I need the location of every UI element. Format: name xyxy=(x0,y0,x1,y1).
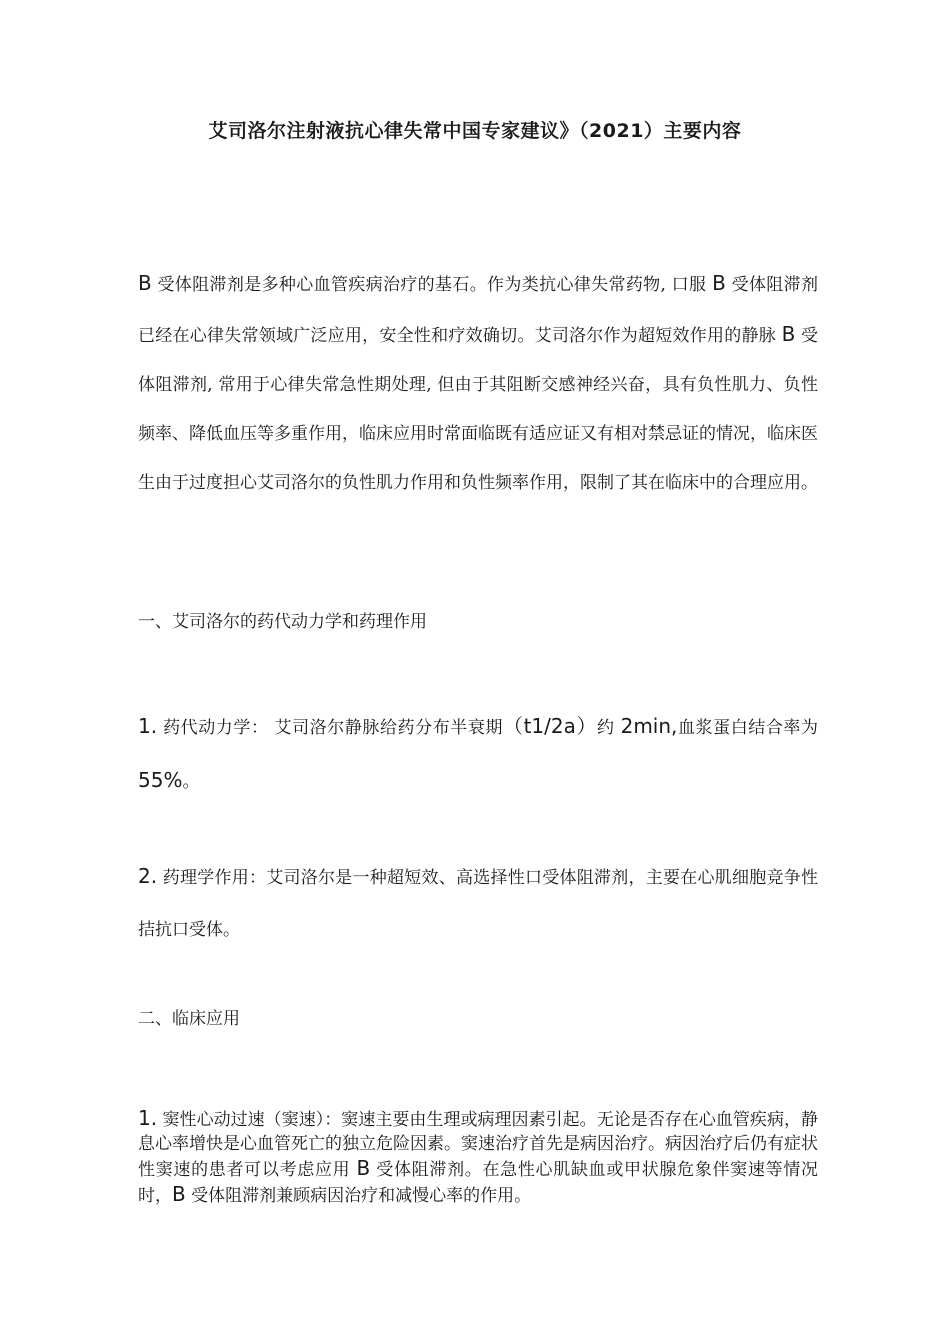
item-text: 药代动力学： 艾司洛尔静脉给药分布半衰期 xyxy=(157,718,504,738)
intro-text-2: 受体阻滞剂已经在心律失常领域广泛应用，安全性和疗效确切。艾司洛尔作为超短效作用的静脉 xyxy=(138,275,818,346)
intro-text-3: 受体阻滞剂, 常用于心律失常急性期处理, 但由于其阻断交感神经兴奋，具有负性肌力、负性频率、降低血压等多重作用，临床应用时常面临既有适应证又有相对禁忌证的情况，临床医生由于过度担心艾司洛尔的负性肌力作用和负性频率作用，限制了其在临床中的合理应用。 xyxy=(138,326,819,493)
item-text: 窦性心动过速（窦速）：窦速主要由生理或病理因素引起。无论是否存在心血管疾病，静息心率增快是心血管死亡的独立危险因素。窦速治疗首先是病因治疗。病因治疗后仍有症状性窦速的患者可以考虑应用 xyxy=(138,1110,818,1180)
beta-symbol: B xyxy=(138,271,152,295)
item-text: 约 xyxy=(597,718,621,738)
item-text: 血浆蛋白结合率为 xyxy=(677,718,819,738)
beta-symbol: B xyxy=(781,322,796,346)
item-number: 2. xyxy=(138,864,158,888)
item-number: 1. xyxy=(138,714,158,738)
item-text: 药理学作用：艾司洛尔是一种超短效、高选择性口受体阻滞剂，主要在心肌细胞竞争性拮抗口受体。 xyxy=(138,868,818,940)
half-life-symbol: （t1/2a） xyxy=(503,714,598,738)
section-2-heading: 二、临床应用 xyxy=(138,1009,240,1029)
half-life-value: 2min, xyxy=(620,714,678,738)
section-1-item-2 xyxy=(138,850,818,956)
section-2-item-1 xyxy=(138,1106,818,1208)
beta-symbol: B xyxy=(356,1156,371,1180)
section-1-item-1 xyxy=(138,700,818,808)
document-title: 艾司洛尔注射液抗心律失常中国专家建议》（2021）主要内容 xyxy=(208,120,742,142)
protein-binding-value: 55% xyxy=(138,768,183,792)
item-number: 1. xyxy=(138,1106,158,1130)
section-1-heading: 一、艾司洛尔的药代动力学和药理作用 xyxy=(138,612,427,632)
item-text: 。 xyxy=(182,772,200,792)
beta-symbol: B xyxy=(172,1182,186,1206)
intro-paragraph xyxy=(138,259,818,508)
item-text: 受体阻滞剂。在急性心肌缺血或甲状腺危象伴窦速等情况时， xyxy=(138,1160,818,1206)
item-text: 受体阻滞剂兼顾病因治疗和减慢心率的作用。 xyxy=(185,1186,532,1206)
intro-text-1: 受体阻滞剂是多种心血管疾病治疗的基石。作为类抗心律失常药物, 口服 xyxy=(151,275,713,295)
beta-symbol: B xyxy=(712,271,726,295)
